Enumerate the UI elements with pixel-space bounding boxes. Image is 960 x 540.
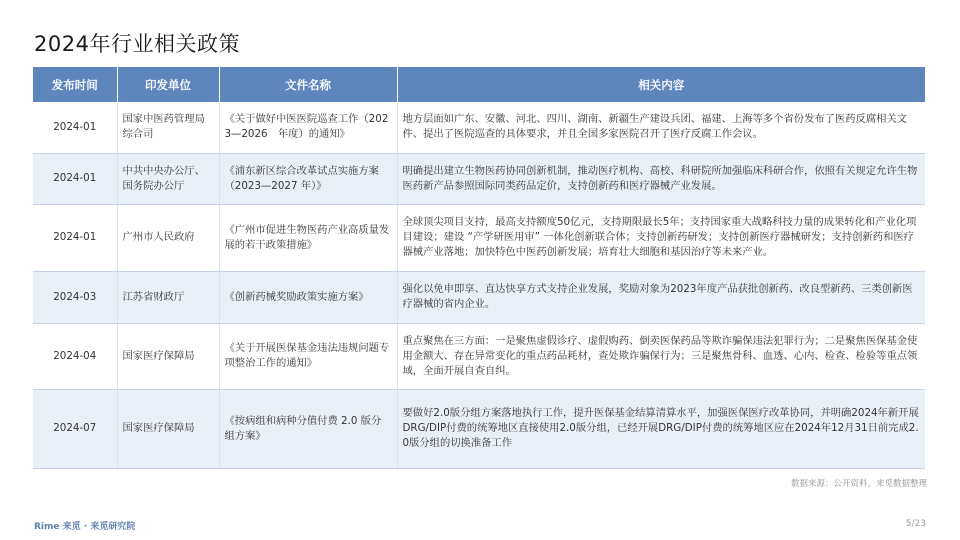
cell-content: 强化以免申即享、直达快享方式支持企业发展，奖励对象为2023年度产品获批创新药、改良型新药、三类创新医疗器械的省内企业。 [397,271,925,323]
cell-date: 2024-01 [33,204,117,271]
page-number: 5/23 [905,519,926,529]
cell-content: 重点聚焦在三方面：一是聚焦虚假诊疗、虚假购药、倒卖医保药品等欺诈骗保违法犯罪行为；二是聚焦医保基金使用金额大、存在异常变化的重点药品耗材，查处欺诈骗保行为；三是聚焦骨科、血透、心内、检查、检验等重点领域，全面开展自查自纠。 [397,323,925,389]
header-issuer: 印发单位 [117,67,219,102]
table-row [33,271,925,323]
cell-date: 2024-01 [33,153,117,204]
policy-table [33,67,925,469]
table-header-row [33,67,925,102]
cell-date: 2024-04 [33,323,117,389]
cell-issuer: 江苏省财政厅 [117,271,219,323]
table-row [33,102,925,153]
table-row [33,323,925,389]
header-content: 相关内容 [397,67,925,102]
table-row [33,153,925,204]
cell-document: 《创新药械奖励政策实施方案》 [219,271,397,323]
page-title: 2024年行业相关政策 [34,32,240,56]
cell-document: 《按病组和病种分值付费 2.0 版分组方案》 [219,389,397,468]
cell-issuer: 中共中央办公厅、国务院办公厅 [117,153,219,204]
table-row [33,389,925,468]
cell-issuer: 国家医疗保障局 [117,389,219,468]
cell-date: 2024-03 [33,271,117,323]
cell-content: 要做好2.0版分组方案落地执行工作，提升医保基金结算清算水平，加强医保医疗改革协同，并明确2024年新开展DRG/DIP付费的统筹地区直接使用2.0版分组，已经开展DRG/DIP付费的统筹地区应在2024年12月31日前完成2.0版分组的切换准备工作 [397,389,925,468]
cell-content: 地方层面如广东、安徽、河北、四川、湖南、新疆生产建设兵团、福建、上海等多个省份发布了医药反腐相关文件、提出了医院巡查的具体要求，并且全国多家医院召开了医疗反腐工作会议。 [397,102,925,153]
header-document: 文件名称 [219,67,397,102]
cell-issuer: 国家中医药管理局综合司 [117,102,219,153]
table-body [33,102,925,468]
source-note: 数据来源：公开资料，来觅数据整理 [790,479,927,489]
cell-issuer: 国家医疗保障局 [117,323,219,389]
cell-issuer: 广州市人民政府 [117,204,219,271]
table-row [33,204,925,271]
cell-content: 明确提出建立生物医药协同创新机制，推动医疗机构、高校、科研院所加强临床科研合作，依照有关规定允许生物医药新产品参照国际同类药品定价，支持创新药和医疗器械产业发展。 [397,153,925,204]
cell-content: 全球顶尖项目支持，最高支持额度50亿元，支持期限最长5年；支持国家重大战略科技力量的成果转化和产业化项目建设；建设 “产学研医用审” 一体化创新联合体；支持创新药研发；支持创新医疗器械研发；支持创新药和医疗器械产业落地；加快特色中医药创新发展；培育壮大细胞和基因治疗等未来产业。 [397,204,925,271]
header-date: 发布时间 [33,67,117,102]
cell-document: 《关于做好中医医院巡查工作（2023—2026 年度）的通知》 [219,102,397,153]
cell-document: 《广州市促进生物医药产业高质量发展的若干政策措施》 [219,204,397,271]
cell-date: 2024-07 [33,389,117,468]
cell-document: 《浦东新区综合改革试点实施方案（2023—2027 年）》 [219,153,397,204]
table-header [33,67,925,102]
policy-table-container [33,67,925,469]
cell-document: 《关于开展医保基金违法违规问题专项整治工作的通知》 [219,323,397,389]
cell-date: 2024-01 [33,102,117,153]
brand-logo-text: Rime 来觅 · 来觅研究院 [34,522,136,532]
